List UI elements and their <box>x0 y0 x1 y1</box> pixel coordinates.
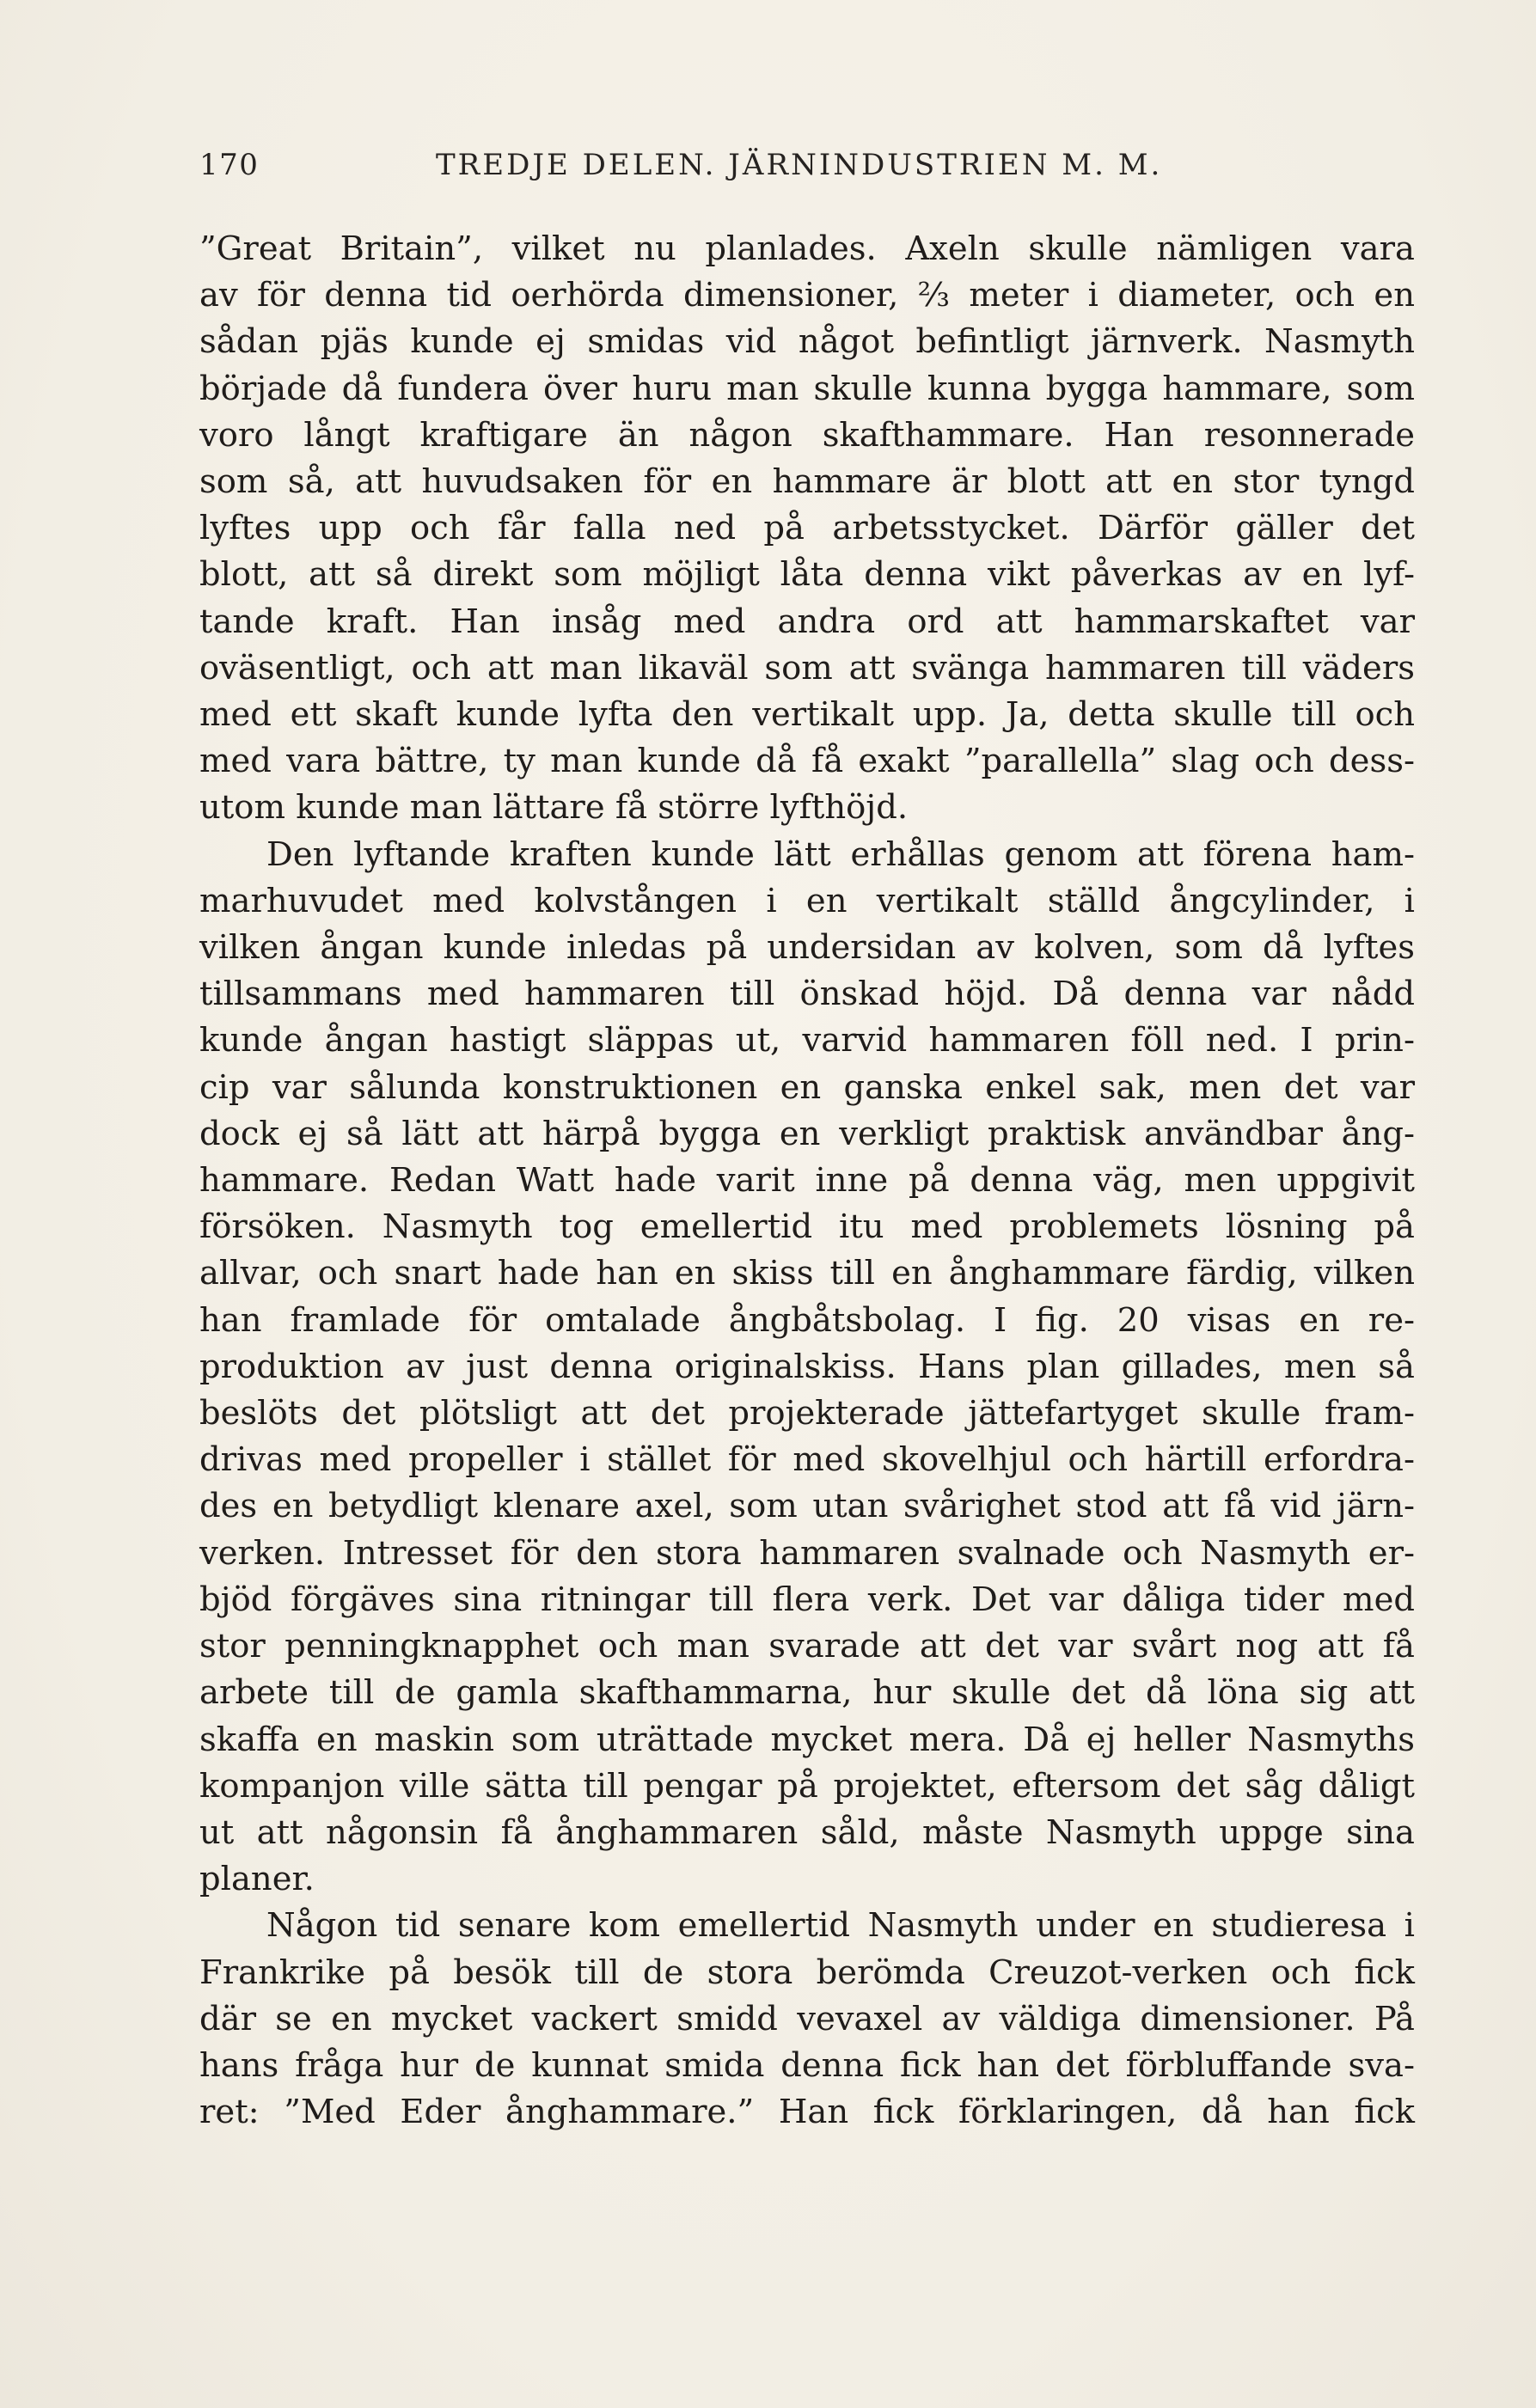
text-line: utom kunde man lättare få större lyfthöjd. <box>199 788 909 828</box>
text-line: hans fråga hur de kunnat smida denna fick han det förbluffande sva- <box>199 2045 1415 2085</box>
text-line: cip var sålunda konstruktionen en ganska enkel sak, men det var <box>199 1067 1415 1107</box>
text-line: ut att någonsin få ånghammaren såld, måste Nasmyth uppge sina <box>199 1812 1415 1852</box>
text-line: stor penningknapphet och man svarade att det var svårt nog att få <box>199 1627 1415 1666</box>
text-line: med ett skaft kunde lyfta den vertikalt upp. Ja, detta skulle till och <box>199 695 1415 735</box>
text-line: skaffa en maskin som uträttade mycket mera. Då ej heller Nasmyths <box>199 1720 1415 1759</box>
text-line: dock ej så lätt att härpå bygga en verkligt praktisk användbar ång- <box>199 1114 1415 1153</box>
text-line: ret: ”Med Eder ånghammare.” Han fick förklaringen, då han fick <box>199 2093 1415 2132</box>
text-line: försöken. Nasmyth tog emellertid itu med problemets lösning på <box>199 1207 1415 1247</box>
text-line: allvar, och snart hade han en skiss till en ånghammare färdig, vilken <box>199 1254 1415 1293</box>
text-line: hammare. Redan Watt hade varit inne på denna väg, men uppgivit <box>199 1161 1415 1201</box>
text-line: vilken ångan kunde inledas på undersidan av kolven, som då lyftes <box>199 928 1415 968</box>
text-line: voro långt kraftigare än någon skafthammare. Han resonnerade <box>199 415 1415 455</box>
text-line: där se en mycket vackert smidd vevaxel av väldiga dimensioner. På <box>199 1999 1415 2038</box>
body-text <box>199 226 1415 2136</box>
text-line: marhuvudet med kolvstången i en vertikalt ställd ångcylinder, i <box>199 881 1415 920</box>
text-line: började då fundera över huru man skulle kunna bygga hammare, som <box>199 369 1415 408</box>
text-line: oväsentligt, och att man likaväl som att svänga hammaren till väders <box>199 648 1415 688</box>
paragraph-1 <box>199 226 1415 832</box>
text-line: tande kraft. Han insåg med andra ord att hammarskaftet var <box>199 602 1415 641</box>
text-line: Den lyftande kraften kunde lätt erhållas genom att förena ham- <box>266 834 1415 874</box>
text-line: av för denna tid oerhörda dimensioner, ⅔ meter i diameter, och en <box>199 276 1415 315</box>
text-line: tillsammans med hammaren till önskad höjd. Då denna var nådd <box>199 975 1415 1014</box>
text-line: Frankrike på besök till de stora berömda Creuzot-verken och fick <box>199 1953 1415 1992</box>
text-line: beslöts det plötsligt att det projekterade jättefartyget skulle fram- <box>199 1394 1415 1433</box>
text-line: bjöd förgäves sina ritningar till flera verk. Det var dåliga tider med <box>199 1580 1415 1619</box>
text-line: des en betydligt klenare axel, som utan svårighet stod att få vid järn- <box>199 1487 1415 1526</box>
text-line: kunde ångan hastigt släppas ut, varvid hammaren föll ned. I prin- <box>199 1021 1415 1060</box>
chapter-title: TREDJE DELEN. JÄRNINDUSTRIEN M. M. <box>436 148 1163 182</box>
text-line: arbete till de gamla skafthammarna, hur skulle det då löna sig att <box>199 1673 1415 1713</box>
paragraph-2 <box>199 832 1415 1904</box>
text-line: ”Great Britain”, vilket nu planlades. Axeln skulle nämligen vara <box>199 229 1415 268</box>
text-line: drivas med propeller i stället för med skovelhjul och härtill erfordra- <box>199 1440 1415 1480</box>
page-number: 170 <box>199 148 260 182</box>
text-line: kompanjon ville sätta till pengar på projektet, eftersom det såg dåligt <box>199 1766 1415 1806</box>
paragraph-3 <box>199 1903 1415 2136</box>
text-line: Någon tid senare kom emellertid Nasmyth under en studieresa i <box>266 1906 1415 1946</box>
text-line: med vara bättre, ty man kunde då få exakt ”parallella” slag och dess- <box>199 742 1415 781</box>
text-line: som så, att huvudsaken för en hammare är blott att en stor tyngd <box>199 462 1415 502</box>
text-line: produktion av just denna originalskiss. Hans plan gillades, men så <box>199 1347 1415 1386</box>
text-line: han framlade för omtalade ångbåtsbolag. I fig. 20 visas en re- <box>199 1300 1415 1340</box>
text-line: planer. <box>199 1860 315 1899</box>
text-line: lyftes upp och får falla ned på arbetsstycket. Därför gäller det <box>199 509 1415 548</box>
text-line: blott, att så direkt som möjligt låta denna vikt påverkas av en lyf- <box>199 555 1415 595</box>
text-line: verken. Intresset för den stora hammaren svalnade och Nasmyth er- <box>199 1533 1415 1573</box>
text-line: sådan pjäs kunde ej smidas vid något befintligt järnverk. Nasmyth <box>199 322 1415 362</box>
running-head <box>199 148 1420 199</box>
